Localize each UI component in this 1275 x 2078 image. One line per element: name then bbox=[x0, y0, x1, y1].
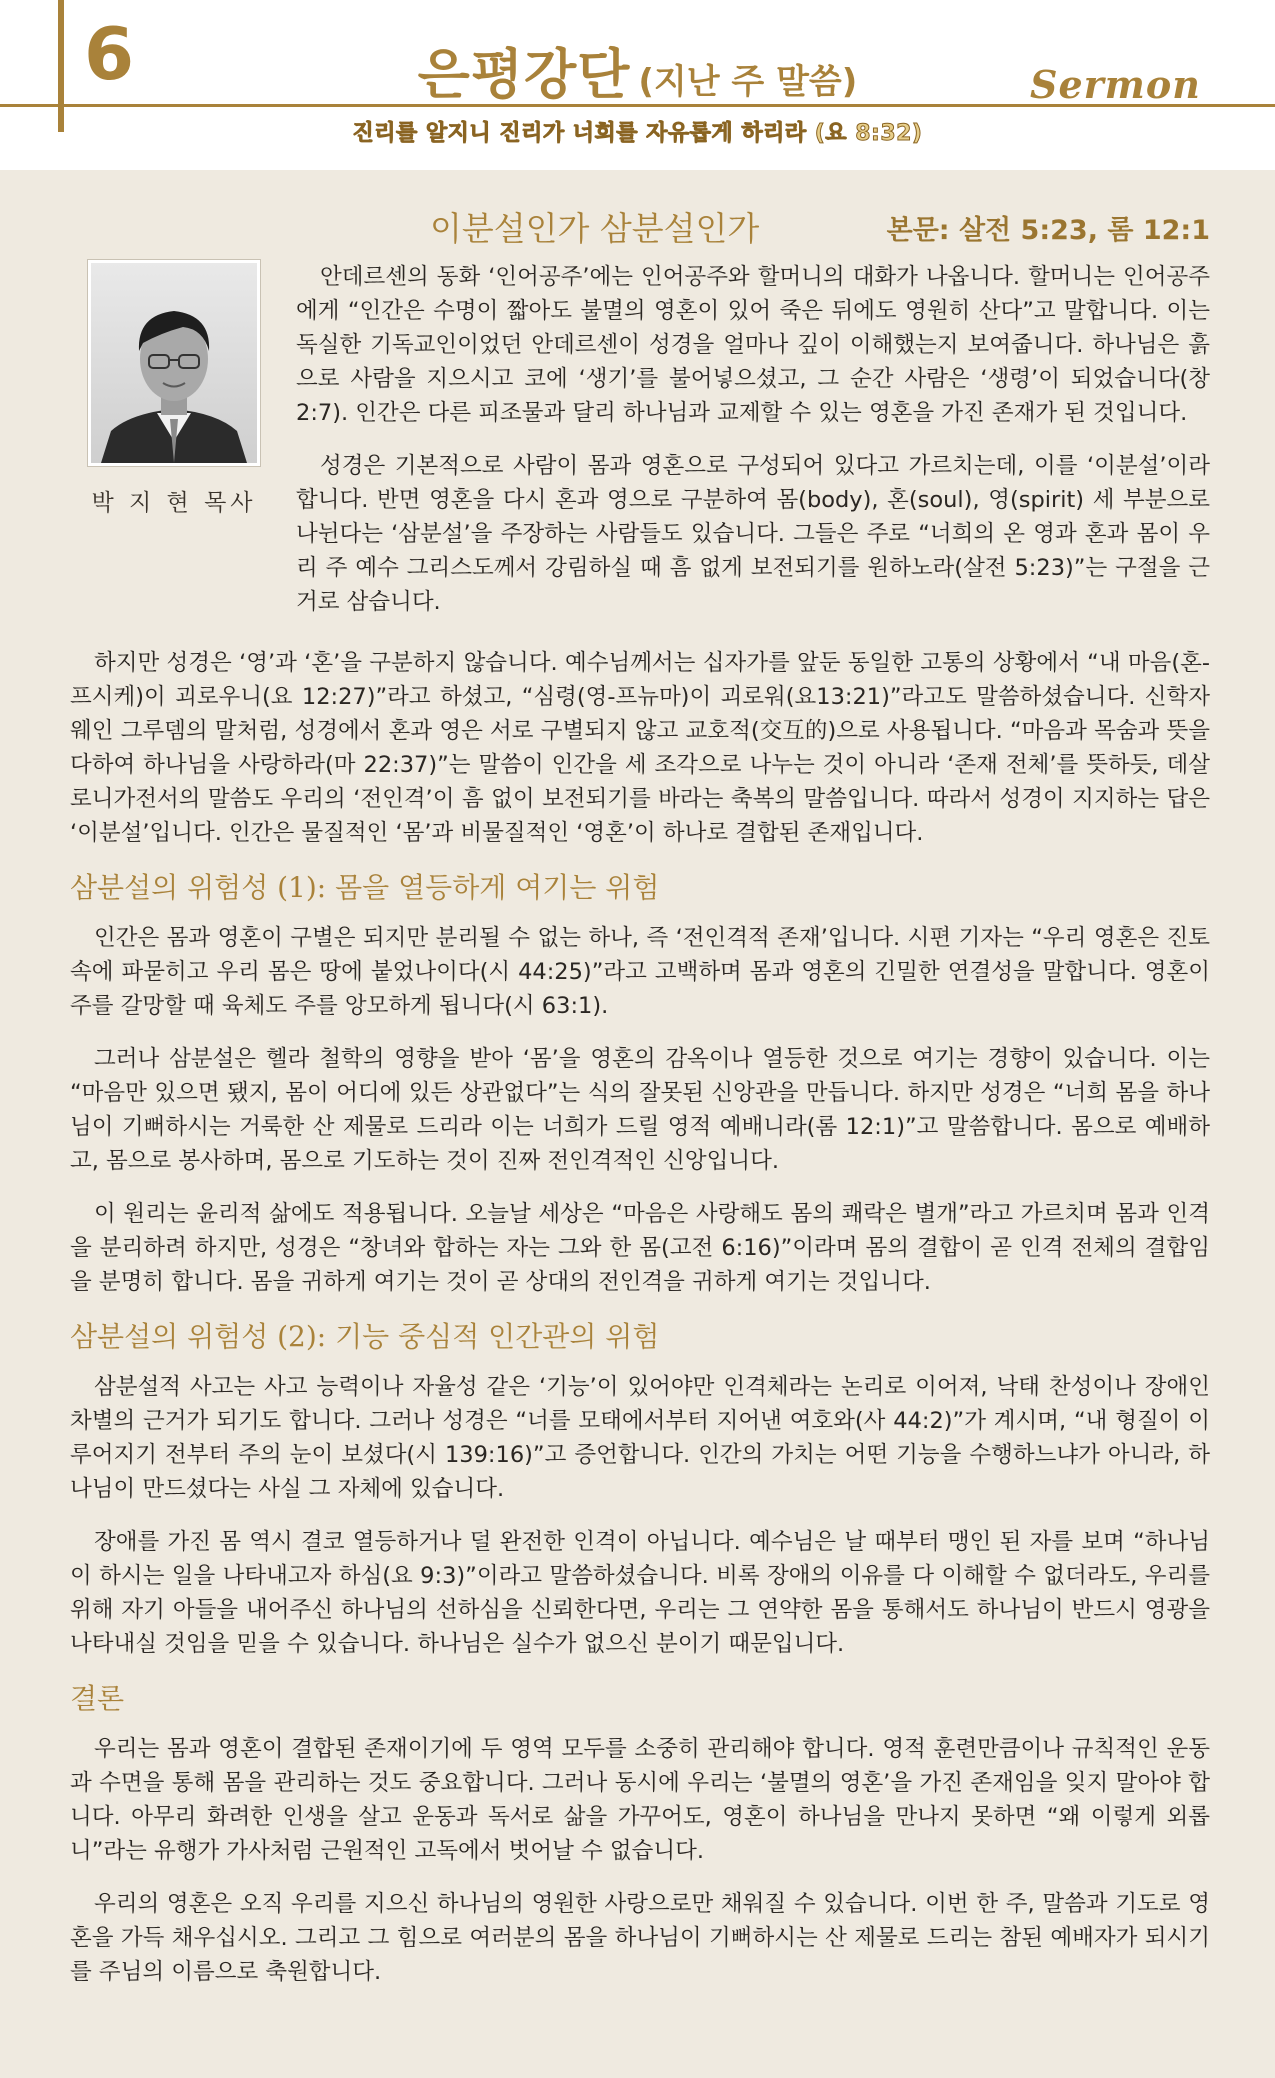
page-header bbox=[0, 0, 1275, 170]
sermon-content bbox=[70, 170, 1210, 2008]
section-paragraph: 장애를 가진 몸 역시 결코 열등하거나 덜 완전한 인격이 아닙니다. 예수님은 날 때부터 맹인 된 자를 보며 “하나님이 하시는 일을 나타내고자 하심(요 9:3)”이라고 말씀하셨습니다. 비록 장애의 이유를 다 이해할 수 없더라도, 우리를 위해 자기 아들을 내어주신 하나님의 선하심을 신뢰한다면, 우리는 그 연약한 몸을 통해서도 하나님이 반드시 영광을 나타내실 것임을 믿을 수 있습니다. 하나님은 실수가 없으신 분이기 때문입니다. bbox=[70, 1529, 1210, 1657]
intro-paragraph: 안데르센의 동화 ‘인어공주’에는 인어공주와 할머니의 대화가 나옵니다. 할머니는 인어공주에게 “인간은 수명이 짧아도 불멸의 영혼이 있어 죽은 뒤에도 영원히 산다”고 말합니다. 이는 독실한 기독교인이었던 안데르센이 성경을 얼마나 깊이 이해했는지 보여줍니다. 하나님은 흙으로 사람을 지으시고 코에 ‘생기’를 불어넣으셨고, 그 순간 사람은 ‘생령’이 되었습니다(창 2:7). 인간은 다른 피조물과 달리 하나님과 교제할 수 있는 영혼을 가진 존재가 된 것입니다. bbox=[296, 264, 1210, 426]
section-paragraph: 인간은 몸과 영혼이 구별은 되지만 분리될 수 없는 하나, 즉 ‘전인격적 존재’입니다. 시편 기자는 “우리 영혼은 진토 속에 파묻히고 우리 몸은 땅에 붙었나이다(시 44:25)”라고 고백하며 몸과 영혼의 긴밀한 연결성을 말합니다. 영혼이 주를 갈망할 때 육체도 주를 앙모하게 됩니다(시 63:1). bbox=[70, 925, 1210, 1019]
pastor-profile bbox=[88, 260, 260, 520]
section-paragraph: 이 원리는 윤리적 삶에도 적용됩니다. 오늘날 세상은 “마음은 사랑해도 몸의 쾌락은 별개”라고 가르치며 몸과 인격을 분리하려 하지만, 성경은 “창녀와 합하는 자는 그와 한 몸(고전 6:16)”이라며 몸의 결합이 곧 인격 전체의 결합임을 분명히 합니다. 몸을 귀하게 여기는 것이 곧 상대의 전인격을 귀하게 여기는 것입니다. bbox=[70, 1201, 1210, 1295]
section-heading-conclusion: 결론 bbox=[70, 1682, 125, 1715]
pastor-photo bbox=[88, 260, 260, 466]
pastor-name: 박 지 현 목사 bbox=[91, 490, 257, 516]
page-title-sub: (지난 주 말씀) bbox=[638, 62, 858, 102]
body-paragraph: 하지만 성경은 ‘영’과 ‘혼’을 구분하지 않습니다. 예수님께서는 십자가를 앞둔 동일한 고통의 상황에서 “내 마음(혼-프시케)이 괴로우니(요 12:27)”라고 하셨고, “심령(영-프뉴마)이 괴로워(요13:21)”라고도 말씀하셨습니다. 신학자 웨인 그루뎀의 말처럼, 성경에서 혼과 영은 서로 구별되지 않고 교호적(交互的)으로 사용됩니다. “마음과 목숨과 뜻을 다하여 하나님을 사랑하라(마 22:37)”는 말씀이 인간을 세 조각으로 나누는 것이 아니라 ‘존재 전체’를 뜻하듯, 데살로니가전서의 말씀도 우리의 ‘전인격’이 흠 없이 보전되기를 바라는 축복의 말씀입니다. 따라서 성경이 지지하는 답은 ‘이분설’입니다. 인간은 물질적인 ‘몸’과 비물질적인 ‘영혼’이 하나로 결합된 존재입니다. bbox=[70, 650, 1210, 846]
intro-text bbox=[296, 260, 1210, 619]
sermon-title: 이분설인가 삼분설인가 bbox=[430, 209, 760, 248]
section-heading-danger-1: 삼분설의 위험성 (1): 몸을 열등하게 여기는 위험 bbox=[70, 871, 660, 904]
page-title-main: 은평강단 bbox=[417, 43, 631, 106]
page-number: 6 bbox=[84, 12, 135, 96]
intro-paragraph: 성경은 기본적으로 사람이 몸과 영혼으로 구성되어 있다고 가르치는데, 이를 ‘이분설’이라 합니다. 반면 영혼을 다시 혼과 영으로 구분하여 몸(body), 혼(soul), 영(spirit) 세 부분으로 나뉜다는 ‘삼분설’을 주장하는 사람들도 있습니다. 그들은 주로 “너희의 온 영과 혼과 몸이 우리 주 예수 그리스도께서 강림하실 때 흠 없게 보전되기를 원하노라(살전 5:23)”는 구절을 근거로 삼습니다. bbox=[296, 453, 1210, 615]
sermon-intro bbox=[70, 260, 1210, 640]
section-label: Sermon bbox=[1030, 62, 1201, 107]
section-paragraph: 우리의 영혼은 오직 우리를 지으신 하나님의 영원한 사랑으로만 채워질 수 있습니다. 이번 한 주, 말씀과 기도로 영혼을 가득 채우십시오. 그리고 그 힘으로 여러분의 몸을 하나님이 기뻐하시는 산 제물로 드리는 참된 예배자가 되시기를 주님의 이름으로 축원합니다. bbox=[70, 1891, 1210, 1985]
section-paragraph: 삼분설적 사고는 사고 능력이나 자율성 같은 ‘기능’이 있어야만 인격체라는 논리로 이어져, 낙태 찬성이나 장애인 차별의 근거가 되기도 합니다. 그러나 성경은 “너를 모태에서부터 지어낸 여호와(사 44:2)”가 계시며, “내 형질이 이루어지기 전부터 주의 눈이 보셨다(시 139:16)”고 증언합니다. 인간의 가치는 어떤 기능을 수행하느냐가 아니라, 하나님이 만드셨다는 사실 그 자체에 있습니다. bbox=[70, 1374, 1210, 1502]
section-paragraph: 우리는 몸과 영혼이 결합된 존재이기에 두 영역 모두를 소중히 관리해야 합니다. 영적 훈련만큼이나 규칙적인 운동과 수면을 통해 몸을 관리하는 것도 중요합니다. 그러나 동시에 우리는 ‘불멸의 영혼’을 가진 존재임을 잊지 말아야 합니다. 아무리 화려한 인생을 살고 운동과 독서로 삶을 가꾸어도, 영혼이 하나님을 만나지 못하면 “왜 이렇게 외롭니”라는 유행가 가사처럼 근원적인 고독에서 벗어날 수 없습니다. bbox=[70, 1736, 1210, 1864]
sermon-title-row bbox=[70, 170, 1210, 260]
scripture-reference: 본문: 살전 5:23, 롬 12:1 bbox=[886, 215, 1210, 246]
header-subtitle: 진리를 알지니 진리가 너희를 자유롭게 하리라 (요 8:32) bbox=[352, 121, 923, 146]
section-heading-danger-2: 삼분설의 위험성 (2): 기능 중심적 인간관의 위험 bbox=[70, 1320, 660, 1353]
pastor-portrait-image bbox=[91, 263, 257, 463]
section-paragraph: 그러나 삼분설은 헬라 철학의 영향을 받아 ‘몸’을 영혼의 감옥이나 열등한 것으로 여기는 경향이 있습니다. 이는 “마음만 있으면 됐지, 몸이 어디에 있든 상관없다”는 식의 잘못된 신앙관을 만듭니다. 하지만 성경은 “너희 몸을 하나님이 기뻐하시는 거룩한 산 제물로 드리라 이는 너희가 드릴 영적 예배니라(롬 12:1)”고 말씀합니다. 몸으로 예배하고, 몸으로 봉사하며, 몸으로 기도하는 것이 진짜 전인격적인 신앙입니다. bbox=[70, 1046, 1210, 1174]
